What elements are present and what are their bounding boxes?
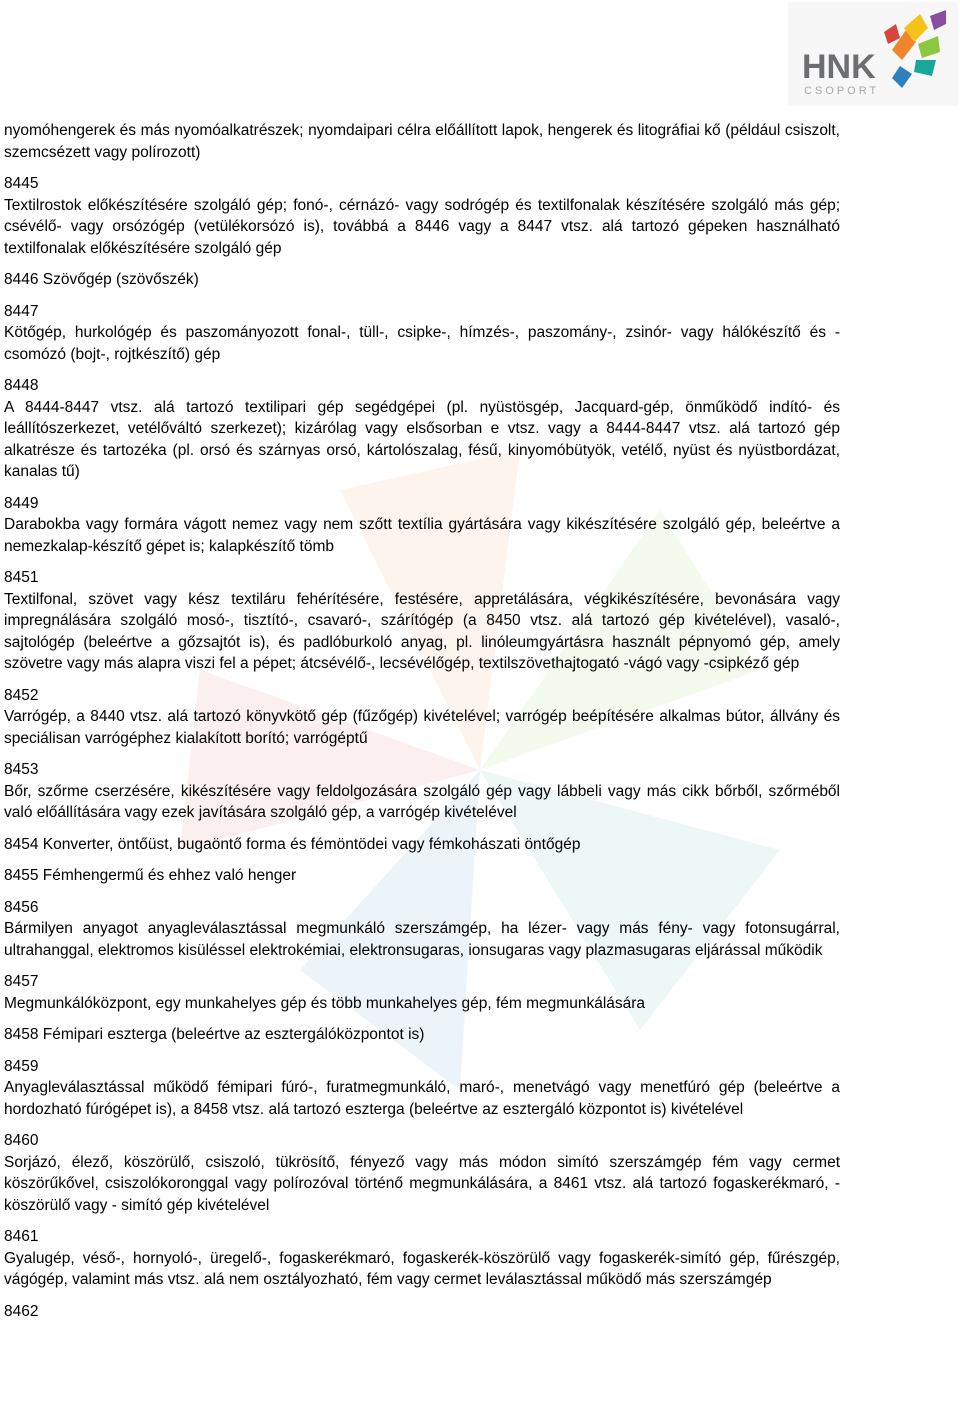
tariff-entry [4,269,840,291]
tariff-code: 8453 [4,761,39,778]
document-body [4,120,840,1332]
logo-name: HNK [802,48,876,86]
tariff-entry [4,865,840,887]
logo-subtitle: CSOPORT [804,85,880,97]
tariff-code: 8448 [4,377,39,394]
tariff-entry [4,897,840,962]
tariff-description: Fémipari eszterga (beleértve az esztergálóközpontot is) [42,1026,425,1043]
tariff-entry [4,567,840,675]
tariff-code: 8446 [4,271,39,288]
tariff-description: A 8444-8447 vtsz. alá tartozó textilipari gép segédgépei (pl. nyüstösgép, Jacquard-gép, önműködő indító- és leállítószerkezet, vetélőváltó szerkezet); kizárólag vagy elsősorban e vtsz. vagy a 8444-8447 vtsz. alá tartozó gép alkatrésze és tartozéka (pl. orsó és szárnyas orsó, kártolószalag, fésű, kinyomóbütyök, vetélő, nyüst és nyüstbordázat, kanalas tű) [4,398,840,480]
tariff-entry [4,759,840,824]
tariff-entry [4,1024,840,1046]
tariff-description: Textilfonal, szövet vagy kész textiláru fehérítésére, festésére, appretálására, végkikészítésére, bevonására vagy impregnálására szolgáló mosó-, tisztító-, csavaró-, szárítógép (a 8450 vtsz. alá tartozó gép kivételével), vasaló-, sajtológép (beleértve a gőzsajtót is), és padlóburkoló anyag, pl. linóleumgyártásra használt pépnyomó gép, amely szövetre vagy más alapra viszi fel a pépet; átcsévélő-, lecsévélőgép, textilszövethajtogató -vágó vagy -csipkéző gép [4,590,840,672]
tariff-description: Bármilyen anyagot anyagleválasztással megmunkáló szerszámgép, ha lézer- vagy más fény- vagy fotonsugárral, ultrahanggal, elektromos kisüléssel elektrokémiai, elektronsugaras, ionsugaras vagy plazmasugaras eljárással működik [4,920,840,959]
tariff-entry [4,173,840,259]
tariff-code: 8455 [4,867,39,884]
tariff-code: 8452 [4,686,39,704]
tariff-code: 8454 [4,835,39,853]
tariff-entry [4,1130,840,1216]
tariff-code: 8456 [4,898,39,916]
tariff-code: 8462 [4,1302,39,1320]
hnk-logo [788,2,958,106]
tariff-entry [4,1301,840,1323]
tariff-entry [4,834,840,856]
tariff-entry [4,1056,840,1121]
tariff-entry [4,120,840,163]
tariff-description: Gyalugép, véső-, hornyoló-, üregelő-, fogaskerékmaró, fogaskerék-köszörülő vagy fogaskerék-simító gép, fűrészgép, vágógép, valamint más vtsz. alá nem osztályozható, fém vagy cermet leválasztással működő más szerszámgép [4,1249,840,1288]
tariff-code: 8449 [4,494,39,512]
tariff-entry [4,685,840,750]
tariff-code: 8459 [4,1057,39,1075]
tariff-code: 8461 [4,1228,39,1245]
tariff-code: 8451 [4,569,39,586]
tariff-description: Darabokba vagy formára vágott nemez vagy nem szőtt textília gyártására vagy kikészítésére szolgáló gép, beleértve a nemezkalap-készítő gépet is; kalapkészítő tömb [4,516,840,555]
tariff-description: Fémhengermű és ehhez való henger [42,867,297,884]
tariff-description: Szövőgép (szövőszék) [42,271,199,288]
tariff-code: 8445 [4,175,39,192]
tariff-description: nyomóhengerek és más nyomóalkatrészek; nyomdaipari célra előállított lapok, hengerek és litográfiai kő (például csiszolt, szemcsézett vagy polírozott) [4,122,840,161]
tariff-entry [4,375,840,483]
tariff-description: Megmunkálóközpont, egy munkahelyes gép és több munkahelyes gép, fém megmunkálására [4,994,646,1012]
tariff-description: Varrógép, a 8440 vtsz. alá tartozó könyvkötő gép (fűzőgép) kivételével; varrógép beépítésére alkalmas bútor, állvány és speciálisan varrógéphez kialakított borító; varrógéptű [4,708,840,747]
tariff-entry [4,301,840,366]
tariff-description: Kötőgép, hurkológép és paszományozott fonal-, tüll-, csipke-, hímzés-, paszomány-, zsinór- vagy hálókészítő és -csomózó (bojt-, rojtkészítő) gép [4,324,840,363]
tariff-entry [4,1226,840,1291]
tariff-code: 8460 [4,1132,39,1149]
tariff-description: Sorjázó, élező, köszörülő, csiszoló, tükrösítő, fényező vagy más módon simító szerszámgép fém vagy cermet köszörűkővel, csiszolókoronggal vagy polírozóval történő megmunkálására, a 8461 vtsz. alá tartozó fogaskerékmaró, -köszörülő vagy - simító gép kivételével [4,1153,840,1214]
tariff-code: 8457 [4,973,39,990]
tariff-entry [4,493,840,558]
tariff-entry [4,971,840,1014]
tariff-description: Anyagleválasztással működő fémipari fúró-, furatmegmunkáló, maró-, menetvágó vagy menetfúró gép (beleértve a hordozható fúrógépet is), a 8458 vtsz. alá tartozó eszterga (beleértve az esztergáló központot is) kivételével [4,1079,840,1118]
tariff-description: Bőr, szőrme cserzésére, kikészítésére vagy feldolgozására szolgáló gép vagy lábbeli vagy más cikk bőrből, szőrméből való előállítására vagy ezek javítására szolgáló gép, a varrógép kivételével [4,782,840,821]
tariff-description: Konverter, öntőüst, bugaöntő forma és fémöntödei vagy fémkohászati öntőgép [42,835,581,853]
tariff-code: 8458 [4,1026,39,1043]
tariff-code: 8447 [4,302,39,320]
tariff-description: Textilrostok előkészítésére szolgáló gép; fonó-, cérnázó- vagy sodrógép és textilfonalak készítésére szolgáló más gép; csévélő- vagy orsózógép (vetülékorsózó is), továbbá a 8446 vagy a 8447 vtsz. alá tartozó gépeken használható textilfonalak előkészítésére szolgáló gép [4,196,840,257]
